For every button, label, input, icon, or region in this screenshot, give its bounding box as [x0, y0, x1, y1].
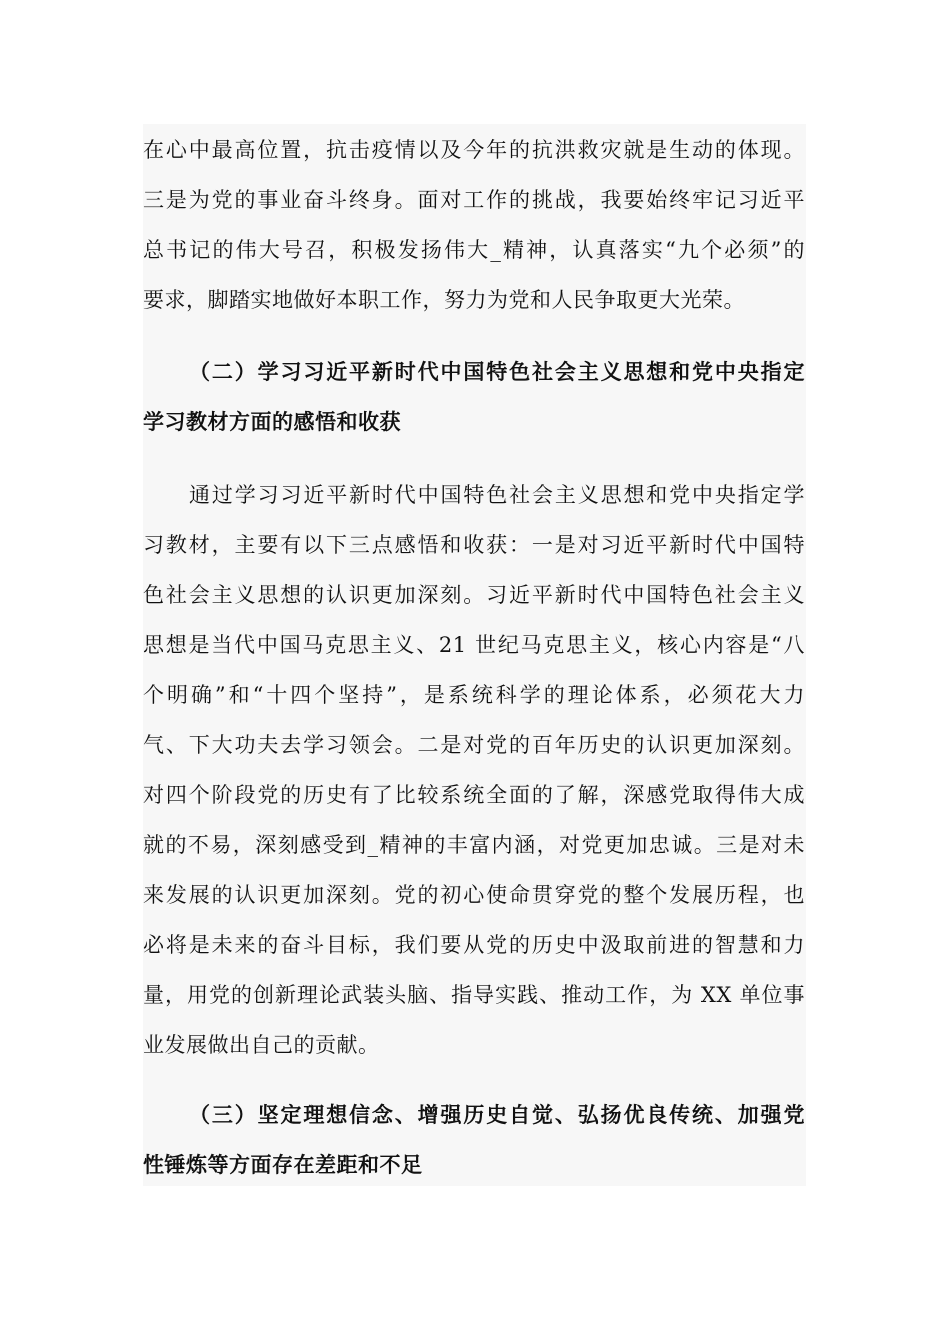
body-text-line: 就的不易，深刻感受到_精神的丰富内涵，对党更加忠诚。三是对未	[143, 833, 805, 857]
body-text-line: 个明确”和“十四个坚持”，是系统科学的理论体系，必须花大力	[143, 683, 805, 707]
section-heading-3: （三）坚定理想信念、增强历史自觉、弘扬优良传统、加强党	[189, 1102, 805, 1127]
body-text-line: 通过学习习近平新时代中国特色社会主义思想和党中央指定学	[189, 483, 805, 507]
body-text-line: 三是为党的事业奋斗终身。面对工作的挑战，我要始终牢记习近平	[143, 188, 805, 212]
body-text-line: 总书记的伟大号召，积极发扬伟大_精神，认真落实“九个必须”的	[143, 238, 805, 262]
section-heading-2-continuation: 学习教材方面的感悟和收获	[143, 409, 401, 434]
body-text-line: 必将是未来的奋斗目标，我们要从党的历史中汲取前进的智慧和力	[143, 933, 805, 957]
body-text-line: 在心中最高位置，抗击疫情以及今年的抗洪救灾就是生动的体现。	[143, 138, 805, 162]
body-text-line: 业发展做出自己的贡献。	[143, 1033, 380, 1057]
body-text-line: 来发展的认识更加深刻。党的初心使命贯穿党的整个发展历程，也	[143, 883, 805, 907]
body-text-line: 色社会主义思想的认识更加深刻。习近平新时代中国特色社会主义	[143, 583, 805, 607]
body-text-line: 气、下大功夫去学习领会。二是对党的百年历史的认识更加深刻。	[143, 733, 805, 757]
body-text-line: 要求，脚踏实地做好本职工作，努力为党和人民争取更大光荣。	[143, 288, 745, 312]
body-text-line: 对四个阶段党的历史有了比较系统全面的了解，深感党取得伟大成	[143, 783, 805, 807]
body-text-line: 思想是当代中国马克思主义、21 世纪马克思主义，核心内容是“八	[143, 633, 805, 657]
body-text-line: 习教材，主要有以下三点感悟和收获：一是对习近平新时代中国特	[143, 533, 805, 557]
body-text-line: 量，用党的创新理论武装头脑、指导实践、推动工作，为 XX 单位事	[143, 983, 805, 1007]
section-heading-3-continuation: 性锤炼等方面存在差距和不足	[143, 1152, 423, 1177]
section-heading-2: （二）学习习近平新时代中国特色社会主义思想和党中央指定	[189, 359, 805, 384]
